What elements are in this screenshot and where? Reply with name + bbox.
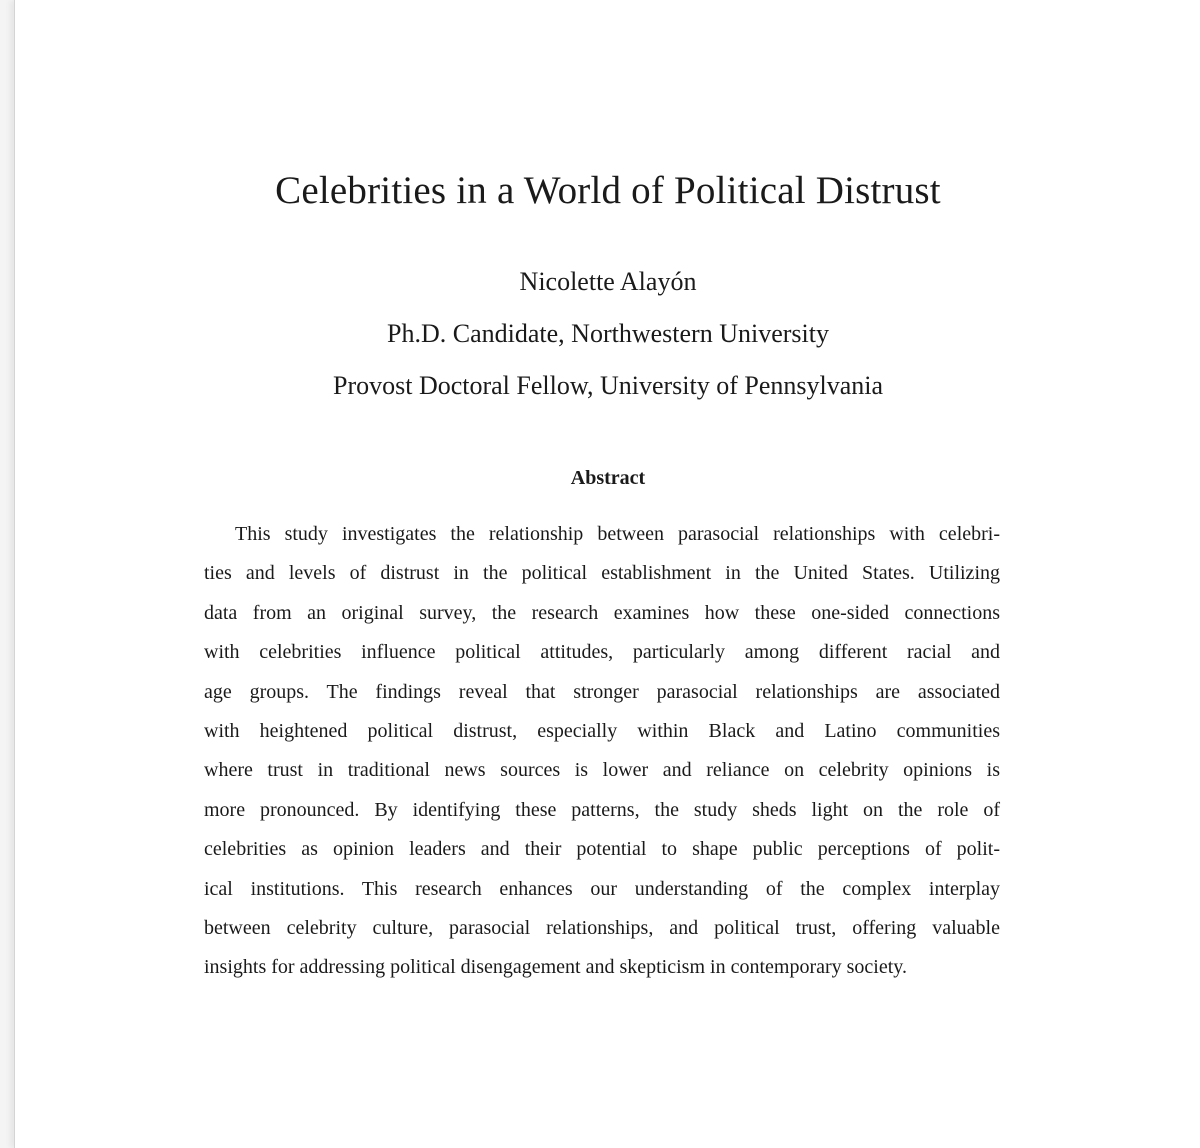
abstract-line: between celebrity culture, parasocial relationships, and political trust, offering valuable (204, 917, 1000, 940)
abstract-line: This study investigates the relationship between parasocial relationships with celebri- (235, 523, 1000, 545)
author-name: Nicolette Alayón (519, 267, 697, 296)
abstract-line: celebrities as opinion leaders and their potential to shape public perceptions of polit- (204, 838, 1000, 861)
abstract-body (204, 515, 1000, 988)
document-page (14, 0, 1200, 1148)
abstract-line: age groups. The findings reveal that stronger parasocial relationships are associated (204, 680, 1000, 703)
paper-title: Celebrities in a World of Political Distrust (275, 169, 941, 212)
abstract-line: ical institutions. This research enhances our understanding of the complex interplay (204, 877, 1000, 900)
abstract-line: insights for addressing political disengagement and skepticism in contemporary society. (204, 956, 907, 979)
abstract-line: data from an original survey, the research examines how these one-sided connections (204, 601, 1000, 624)
abstract-line: ties and levels of distrust in the political establishment in the United States. Utilizing (204, 562, 1000, 585)
abstract-line: with celebrities influence political attitudes, particularly among different racial and (204, 641, 1000, 664)
author-affiliation-2: Provost Doctoral Fellow, University of Pennsylvania (332, 371, 884, 400)
abstract-line: more pronounced. By identifying these patterns, the study sheds light on the role of (204, 798, 1000, 821)
abstract-heading: Abstract (570, 467, 646, 489)
abstract-line: with heightened political distrust, especially within Black and Latino communities (204, 720, 1000, 743)
author-affiliation-1: Ph.D. Candidate, Northwestern University (387, 319, 829, 348)
abstract-line: where trust in traditional news sources is lower and reliance on celebrity opinions is (204, 759, 1000, 782)
